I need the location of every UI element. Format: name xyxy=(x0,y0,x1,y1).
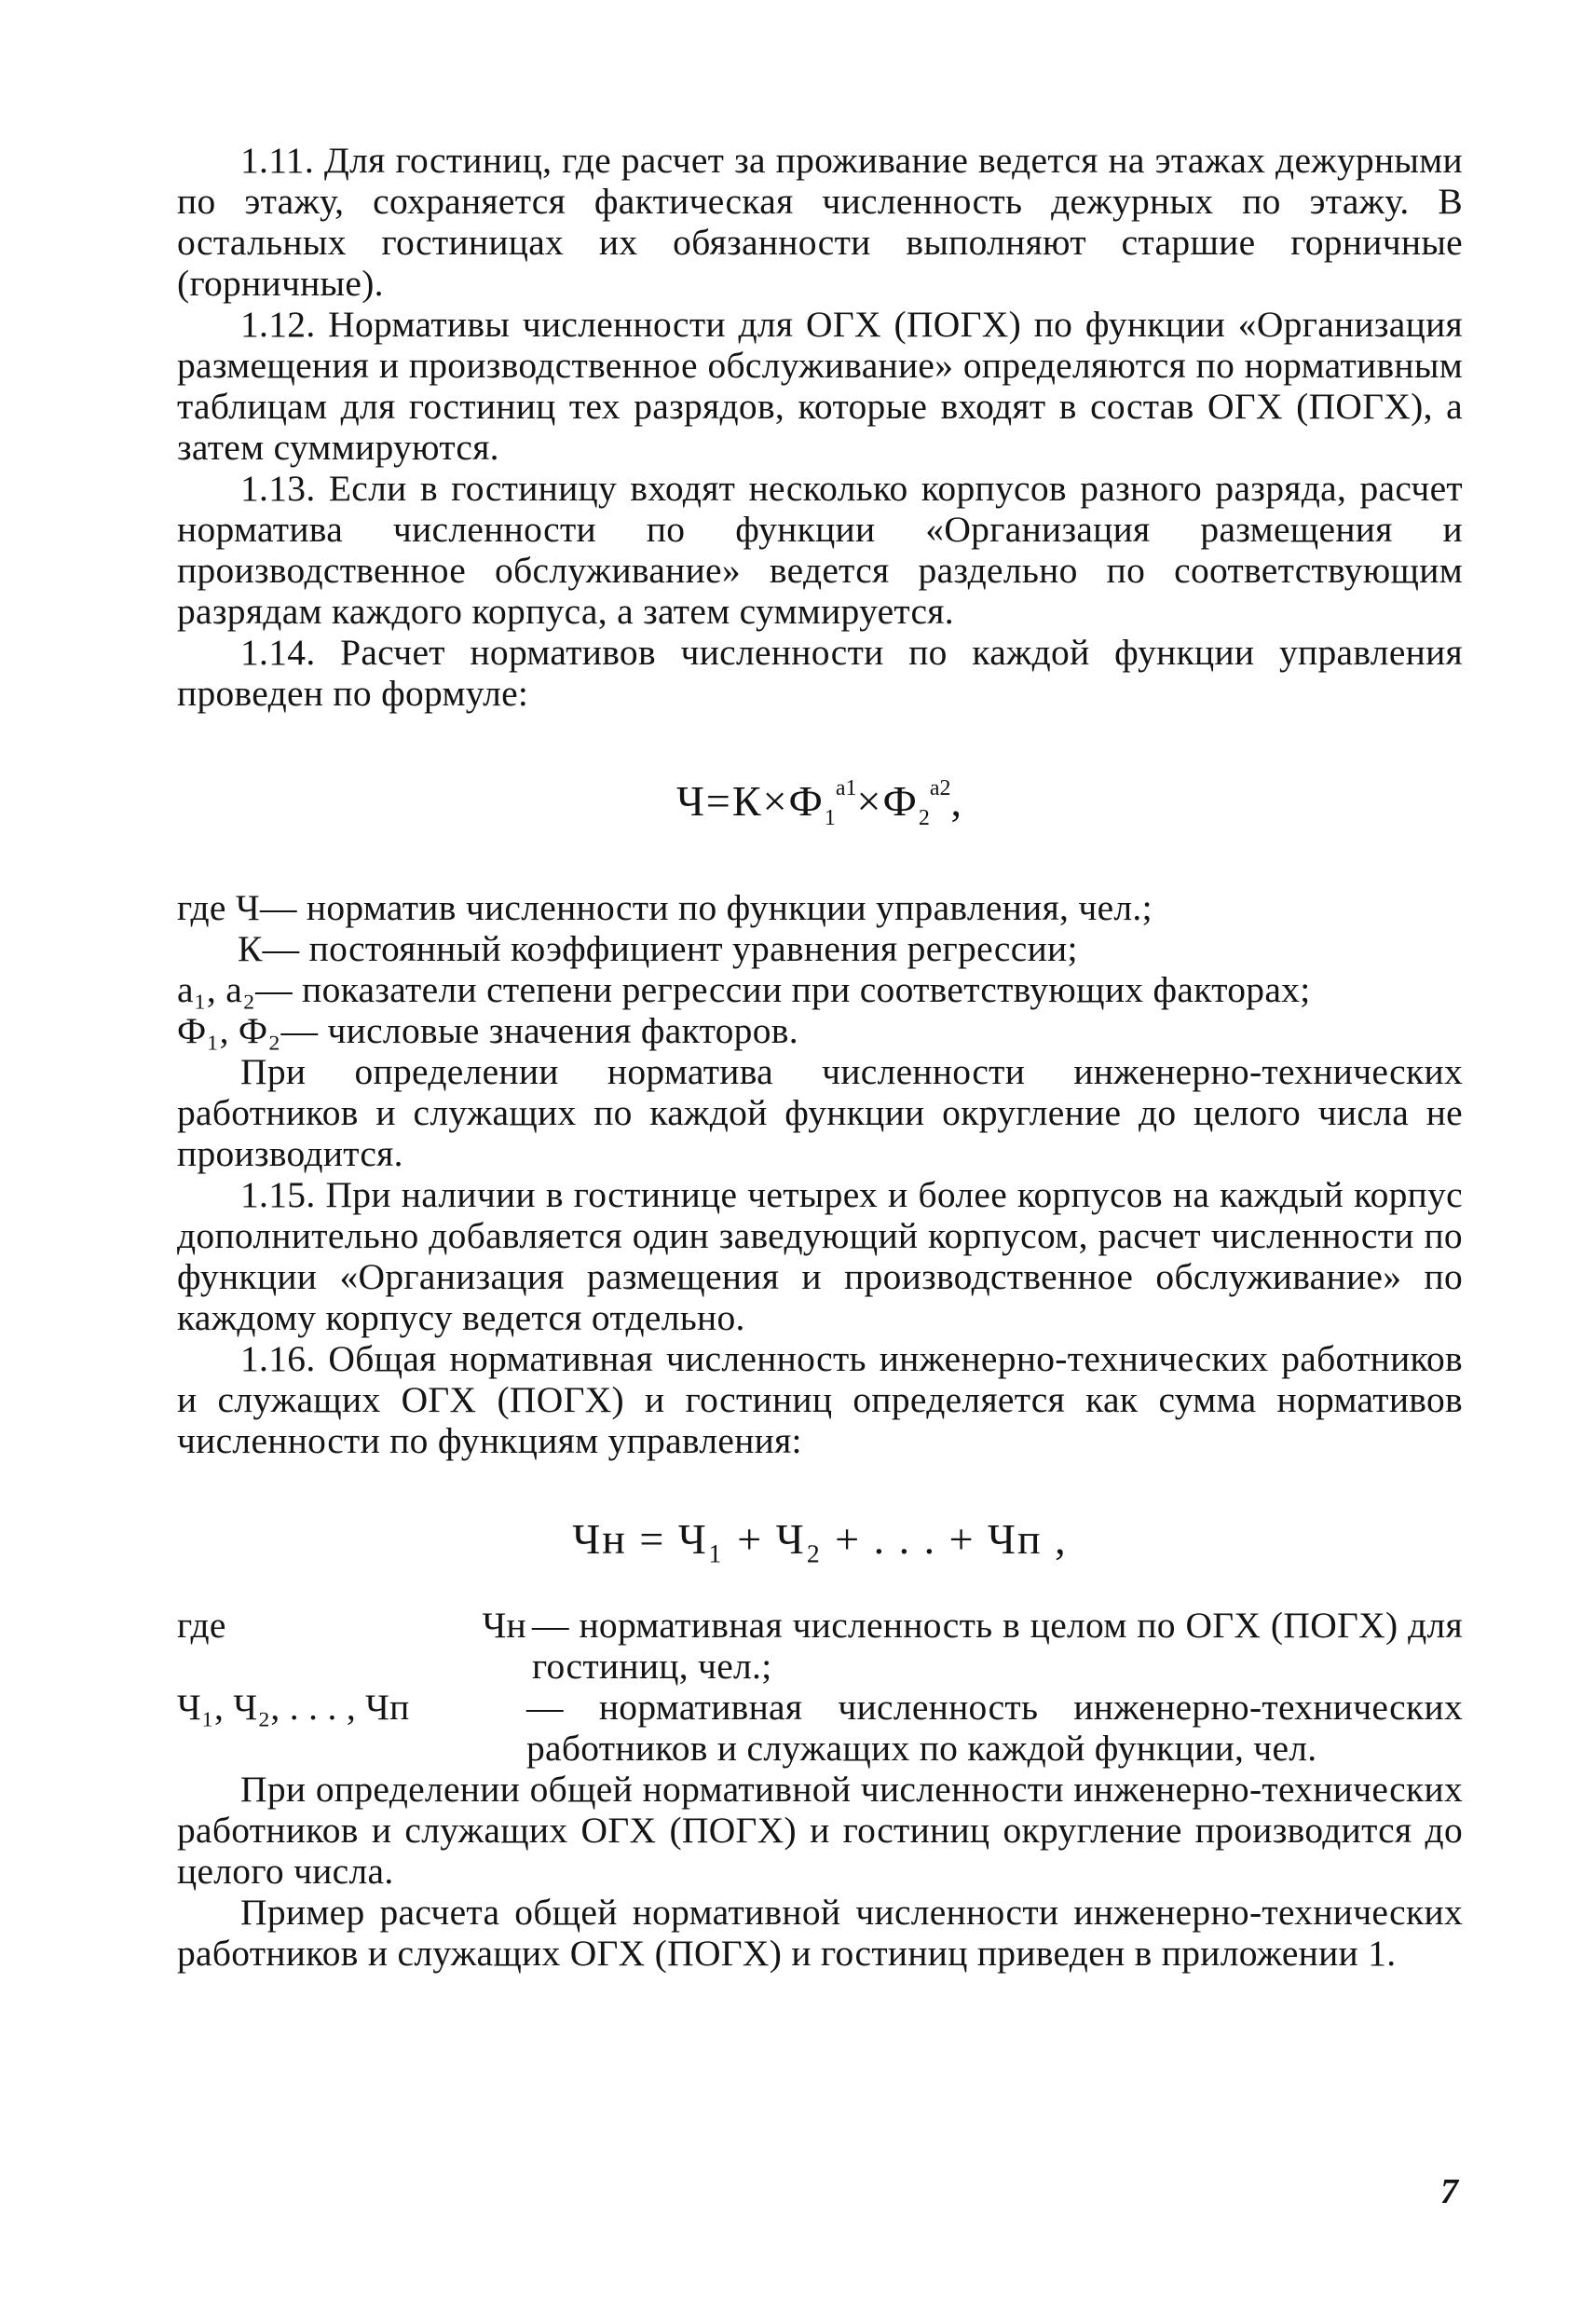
definition-a-text: — показатели степени регрессии при соответствующих факторах; xyxy=(255,969,1311,1010)
formula-definitions xyxy=(177,887,1463,1051)
definition-chi xyxy=(177,1687,1463,1769)
formula-factor-1-sub: 1 xyxy=(824,806,836,830)
definition-ch xyxy=(177,887,1463,928)
page-number: 7 xyxy=(1440,2172,1458,2211)
definition-k xyxy=(177,928,1463,969)
definition-f-term: Ф₁, Ф₂ xyxy=(177,1010,281,1051)
formula-factor-2-exponent: a2 xyxy=(929,776,951,800)
definition-ch-term: Ч xyxy=(235,887,260,928)
paragraph-example: Пример расчета общей нормативной численности инженерно-технических работников и служащих ОГХ (ПОГХ) и гостиниц приведен в приложении 1. xyxy=(177,1892,1463,1974)
definition-k-text: — постоянный коэффициент уравнения регрессии; xyxy=(262,928,1078,969)
definition-f xyxy=(177,1010,1463,1051)
page-body xyxy=(177,140,1463,1974)
paragraph-1-13: 1.13. Если в гостиницу входят несколько корпусов разного разряда, расчет норматива численности по функции «Организация размещения и производственное обслуживание» ведется раздельно по соответствующим разрядам каждого корпуса, а затем суммируется. xyxy=(177,468,1463,632)
definition-k-term: К xyxy=(238,928,263,969)
formula-times-1: × xyxy=(762,777,789,825)
paragraph-1-11: 1.11. Для гостиниц, где расчет за проживание ведется на этажах дежурными по этажу, сохраняется фактическая численность дежурных по этажу. В остальных гостиницах их обязанности выполняют старшие горничные (горничные). xyxy=(177,140,1463,304)
formula-equals: = xyxy=(705,777,732,825)
regression-formula xyxy=(177,760,1463,846)
definition-chi-term: Ч₁, Ч₂, . . . , Чп xyxy=(177,1687,410,1728)
paragraph-1-15: 1.15. При наличии в гостинице четырех и более корпусов на каждый корпус дополнительно добавляется один заведующий корпусом, расчет численности по функции «Организация размещения и производственное обслуживание» по каждому корпусу ведется отдельно. xyxy=(177,1174,1463,1338)
paragraph-rounding-2: При определении общей нормативной численности инженерно-технических работников и служащих ОГХ (ПОГХ) и гостиниц округление производится до целого числа. xyxy=(177,1769,1463,1892)
formula-factor-1: Ф xyxy=(788,777,825,825)
paragraph-1-14: 1.14. Расчет нормативов численности по каждой функции управления проведен по формуле: xyxy=(177,632,1463,714)
formula-factor-2: Ф xyxy=(882,777,919,825)
definition-a xyxy=(177,969,1463,1010)
paragraph-rounding-1: При определении норматива численности инженерно-технических работников и служащих по каждой функции округление до целого числа не производится. xyxy=(177,1051,1463,1174)
definition-a-term: a₁, a₂ xyxy=(177,969,256,1010)
formula-k: К xyxy=(731,777,763,825)
definition-ch-text: — норматив численности по функции управления, чел.; xyxy=(259,887,1153,928)
definition-where: где xyxy=(177,887,226,928)
definition-chi-text: — нормативная численность инженерно-технических работников и служащих по каждой функции, чел. xyxy=(526,1687,1463,1769)
formula-factor-2-sub: 2 xyxy=(918,806,930,830)
paragraph-1-12: 1.12. Нормативы численности для ОГХ (ПОГХ) по функции «Организация размещения и производственное обслуживание» определяются по нормативным таблицам для гостиниц тех разрядов, которые входят в состав ОГХ (ПОГХ), а затем суммируются. xyxy=(177,304,1463,468)
formula-tail: , xyxy=(950,777,963,825)
definition-chn xyxy=(177,1605,1463,1687)
definition-chn-term: Чн xyxy=(482,1605,526,1646)
formula-factor-1-exponent: a1 xyxy=(835,776,857,800)
paragraph-1-16: 1.16. Общая нормативная численность инженерно-технических работников и служащих ОГХ (ПОГХ) и гостиниц определяется как сумма нормативов численности по функциям управления: xyxy=(177,1338,1463,1461)
formula-lhs: Ч xyxy=(676,777,706,825)
definition2-where: где xyxy=(177,1605,226,1646)
definition-chn-text: — нормативная численность в целом по ОГХ (ПОГХ) для гостиниц, чел.; xyxy=(532,1605,1463,1687)
sum-formula-definitions xyxy=(177,1605,1463,1769)
formula-times-2: × xyxy=(856,777,883,825)
definition-f-text: — числовые значения факторов. xyxy=(280,1010,798,1051)
sum-formula: Чн = Ч₁ + Ч₂ + . . . + Чп , xyxy=(572,1515,1068,1563)
